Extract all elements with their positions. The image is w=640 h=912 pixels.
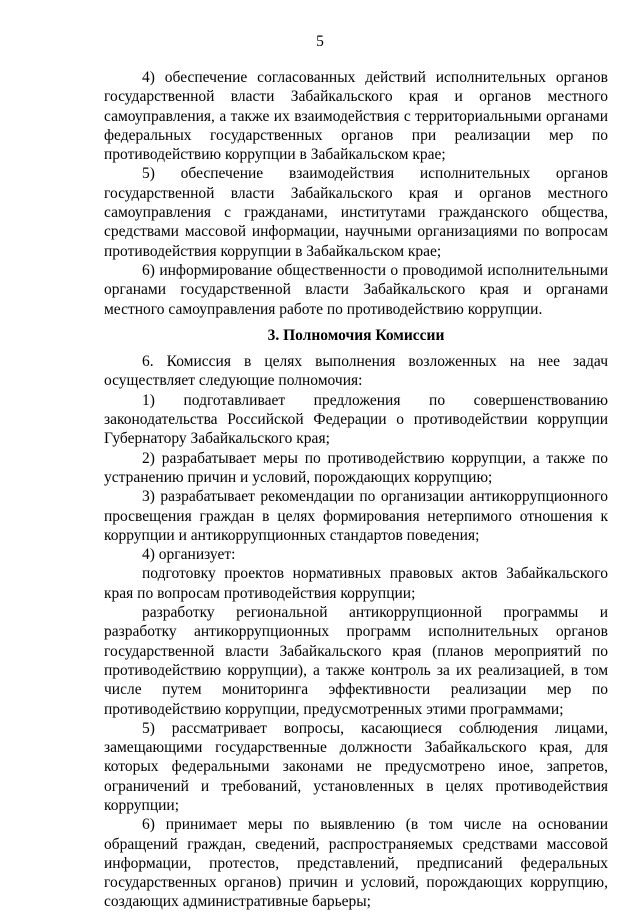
paragraph-power-4-sub-2: разработку региональной антикоррупционной программы и разработку антикоррупционных программ исполнительных органов государственной власти Забайкальского края (планов мероприятий по противодействию коррупции), а также контроль за их реализацией, в том числе путем мониторинга эффективности реализации мер по противодействию коррупции, предусмотренных этими программами; [104, 604, 608, 718]
paragraph-power-4: 4) организует: [142, 546, 236, 564]
page-number: 5 [316, 33, 324, 50]
paragraph-power-6: 6) принимает меры по выявлению (в том числе на основании обращений граждан, сведений, распространяемых средствами массовой информации, протестов, представлений, предписаний федеральных государственных органов) причин и условий, порождающих коррупцию, создающих административные барьеры; [104, 816, 608, 911]
paragraph-power-4-sub-1: подготовку проектов нормативных правовых актов Забайкальского края по вопросам противодействия коррупции; [104, 565, 608, 602]
paragraph-power-3: 3) разрабатывает рекомендации по организации антикоррупционного просвещения граждан в целях формирования нетерпимого отношения к коррупции и антикоррупционных стандартов поведения; [104, 488, 608, 544]
section-heading: 3. Полномочия Комиссии [267, 326, 445, 344]
paragraph-item-6: 6) информирование общественности о проводимой исполнительными органами государственной власти Забайкальского края и органами местного самоуправления работе по противодействию коррупции. [104, 261, 608, 318]
paragraph-item-4: 4) обеспечение согласованных действий исполнительных органов государственной власти Забайкальского края и органов местного самоуправления, а также их взаимодействия с территориальными органами федеральных государственных органов при реализации мер по противодействию коррупции в Забайкальском крае; [104, 69, 608, 164]
paragraph-power-2: 2) разрабатывает меры по противодействию коррупции, а также по устранению причин и условий, порождающих коррупцию; [104, 449, 608, 486]
document-body [104, 68, 608, 912]
paragraph-clause-6: 6. Комиссия в целях выполнения возложенных на нее задач осуществляет следующие полномочия: [104, 353, 608, 390]
paragraph-power-5: 5) рассматривает вопросы, касающиеся соблюдения лицами, замещающими государственные должности Забайкальского края, для которых федеральными законами не предусмотрено иное, запретов, ограничений и требований, установленных в целях противодействия коррупции; [104, 719, 608, 814]
paragraph-power-1: 1) подготавливает предложения по совершенствованию законодательства Российской Федерации о противодействии коррупции Губернатору Забайкальского края; [104, 391, 608, 448]
paragraph-item-5: 5) обеспечение взаимодействия исполнительных органов государственной власти Забайкальского края и органов местного самоуправления с гражданами, институтами гражданского общества, средствами массовой информации, научными организациями по вопросам противодействия коррупции в Забайкальском крае; [104, 165, 608, 260]
